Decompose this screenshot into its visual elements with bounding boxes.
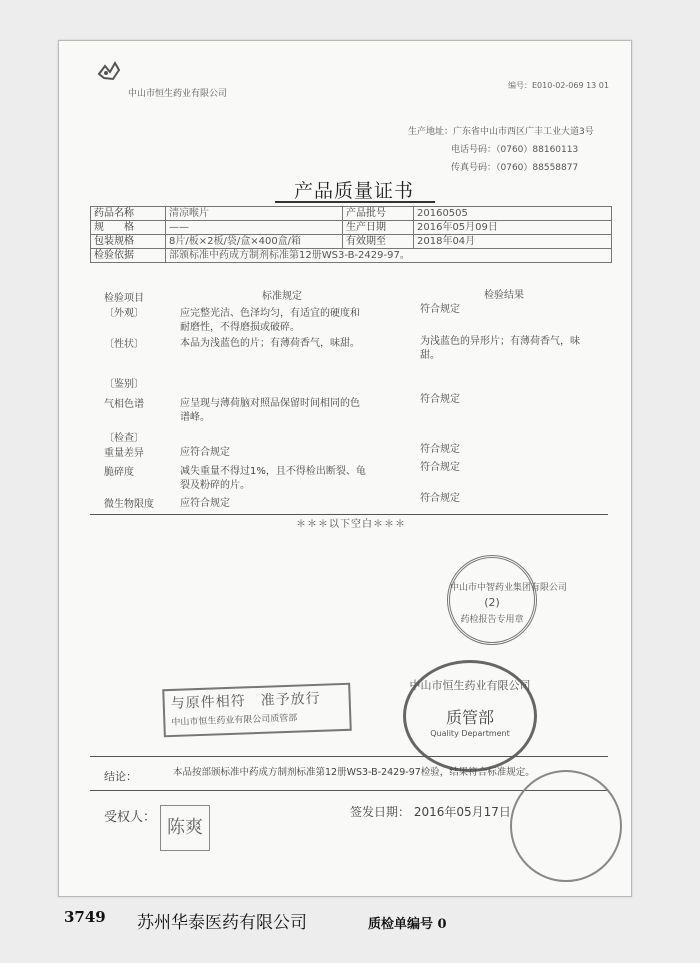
qa-seal-english: Quality Department bbox=[430, 729, 510, 738]
friability-label: 脆碎度 bbox=[104, 467, 134, 478]
character-result-line1: 为浅蓝色的异形片；有薄荷香气，味 bbox=[420, 336, 580, 347]
qa-seal-ring-text: 中山市恒生药业有限公司 bbox=[409, 679, 531, 692]
authorized-signature: 陈爽 bbox=[160, 805, 210, 851]
copy-stamp-line2: 中山市恒生药业有限公司质管部 bbox=[171, 713, 298, 728]
document-number: 编号：E010-02-069 13 01 bbox=[508, 81, 609, 90]
gc-label: 气相色谱 bbox=[104, 399, 144, 410]
fax-number: 传真号码：（0760）88558877 bbox=[451, 163, 579, 173]
appearance-standard-line2: 耐磨性，不得磨损或破碎。 bbox=[180, 322, 300, 333]
production-date-label: 生产日期 bbox=[343, 221, 414, 235]
spec-value: —— bbox=[166, 221, 343, 235]
company-logo-icon bbox=[96, 58, 122, 84]
batch-value: 20160505 bbox=[414, 207, 612, 221]
friability-standard-line1: 减失重量不得过1%，且不得检出断裂、龟 bbox=[180, 466, 366, 477]
header-company-name: 中山市恒生药业有限公司 bbox=[128, 89, 228, 99]
blank-marker: ＊＊＊以下空白＊＊＊ bbox=[296, 519, 406, 530]
appearance-result: 符合规定 bbox=[420, 304, 460, 315]
character-standard: 本品为浅蓝色的片；有薄荷香气，味甜。 bbox=[180, 338, 360, 349]
gc-standard-line1: 应呈现与薄荷脑对照品保留时间相同的色 bbox=[180, 398, 360, 409]
title-underline bbox=[275, 201, 435, 203]
appearance-label: 〔外观〕 bbox=[104, 308, 144, 319]
microbial-result: 符合规定 bbox=[420, 493, 460, 504]
drug-name-label: 药品名称 bbox=[91, 207, 166, 221]
weight-standard: 应符合规定 bbox=[180, 447, 230, 458]
friability-standard-line2: 裂及粉碎的片。 bbox=[180, 480, 250, 491]
gc-standard-line2: 谱峰。 bbox=[180, 412, 210, 423]
spec-label: 规 格 bbox=[91, 221, 166, 235]
package-value: 8片/板×2板/袋/盒×400盒/箱 bbox=[166, 235, 343, 249]
authorized-label: 受权人： bbox=[104, 810, 157, 825]
identification-label: 〔鉴别〕 bbox=[104, 379, 144, 390]
basis-value: 部颁标准中药成方制剂标准第12册WS3-B-2429-97。 bbox=[166, 249, 612, 263]
page-title: 产品质量证书 bbox=[294, 180, 415, 202]
microbial-label: 微生物限度 bbox=[104, 499, 154, 510]
basis-label: 检验依据 bbox=[91, 249, 166, 263]
footer-form-number: 质检单编号 0 bbox=[368, 917, 447, 932]
copy-stamp-line1: 与原件相符 准予放行 bbox=[170, 690, 321, 713]
column-standard-header: 标准规定 bbox=[262, 291, 302, 302]
product-info-table bbox=[90, 206, 612, 263]
column-item-header: 检验项目 bbox=[104, 293, 144, 304]
date-seal bbox=[510, 770, 622, 882]
footer-number: 3749 bbox=[64, 908, 106, 926]
microbial-standard: 应符合规定 bbox=[180, 498, 230, 509]
report-seal-number: (2) bbox=[484, 596, 500, 609]
inspection-report-seal bbox=[447, 555, 568, 645]
qa-seal-center: 质管部 bbox=[445, 708, 494, 727]
batch-label: 产品批号 bbox=[343, 207, 414, 221]
report-seal-ring-text: 中山市中智药业集团有限公司 bbox=[450, 583, 568, 593]
character-result-line2: 甜。 bbox=[420, 350, 440, 361]
section-divider bbox=[90, 514, 608, 515]
copy-release-stamp bbox=[162, 683, 352, 738]
report-seal-center: 药检报告专用章 bbox=[460, 615, 524, 625]
character-label: 〔性状〕 bbox=[104, 339, 144, 350]
production-address: 生产地址：广东省中山市西区广丰工业大道3号 bbox=[408, 127, 594, 137]
weight-result: 符合规定 bbox=[420, 444, 460, 455]
footer-company: 苏州华泰医药有限公司 bbox=[137, 913, 307, 933]
column-result-header: 检验结果 bbox=[484, 290, 524, 301]
expiry-value: 2018年04月 bbox=[414, 235, 612, 249]
expiry-label: 有效期至 bbox=[343, 235, 414, 249]
conclusion-label: 结论： bbox=[104, 770, 137, 783]
phone-number: 电话号码：（0760）88160113 bbox=[451, 145, 579, 155]
friability-result: 符合规定 bbox=[420, 462, 460, 473]
sign-date: 签发日期： 2016年05月17日 bbox=[350, 805, 511, 819]
appearance-standard-line1: 应完整光洁、色泽均匀，有适宜的硬度和 bbox=[180, 308, 360, 319]
drug-name-value: 清凉喉片 bbox=[166, 207, 343, 221]
production-date-value: 2016年05月09日 bbox=[414, 221, 612, 235]
conclusion-top-line bbox=[90, 756, 608, 757]
package-label: 包装规格 bbox=[91, 235, 166, 249]
conclusion-text: 本品按部颁标准中药成方制剂标准第12册WS3-B-2429-97检验，结果符合标准规定。 bbox=[173, 767, 535, 778]
weight-label: 重量差异 bbox=[104, 448, 144, 459]
gc-result: 符合规定 bbox=[420, 394, 460, 405]
check-label: 〔检查〕 bbox=[104, 433, 144, 444]
